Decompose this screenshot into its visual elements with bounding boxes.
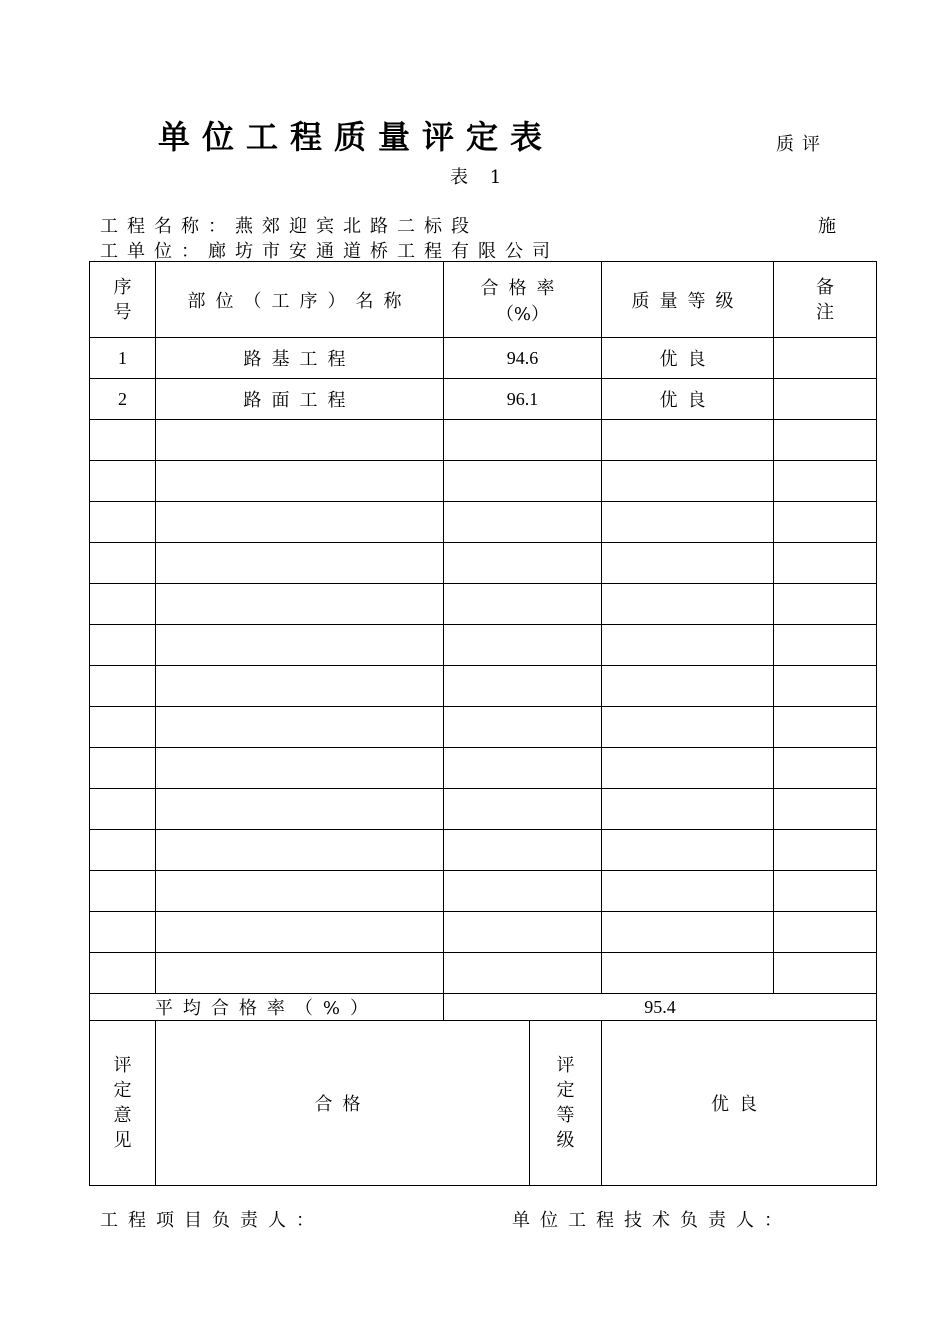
row-remark (774, 666, 877, 707)
row-quality-grade (602, 502, 774, 543)
construction-unit-line: 工单位：廊坊市安通道桥工程有限公司 (100, 241, 559, 262)
table-row (90, 748, 877, 789)
row-part-name (156, 789, 444, 830)
table-row (90, 543, 877, 584)
header-rate-label: 合格率 (480, 277, 565, 299)
table-row (90, 625, 877, 666)
row-remark (774, 461, 877, 502)
row-remark (774, 830, 877, 871)
row-part-name (156, 871, 444, 912)
row-pass-rate (444, 461, 602, 502)
row-seq (90, 461, 156, 502)
row-pass-rate: 94.6 (444, 338, 602, 379)
row-remark (774, 379, 877, 420)
row-quality-grade (602, 871, 774, 912)
header-part: 部位（工序）名称 (156, 262, 444, 338)
table-row (90, 953, 877, 994)
row-remark (774, 543, 877, 584)
row-remark (774, 584, 877, 625)
project-name-continuation: 施 (818, 216, 836, 237)
row-quality-grade (602, 420, 774, 461)
row-seq (90, 830, 156, 871)
table-row (90, 584, 877, 625)
row-quality-grade (602, 707, 774, 748)
row-remark (774, 625, 877, 666)
row-seq (90, 707, 156, 748)
row-pass-rate (444, 543, 602, 584)
row-seq (90, 625, 156, 666)
table-row (90, 666, 877, 707)
row-quality-grade (602, 625, 774, 666)
row-quality-grade: 优良 (602, 379, 774, 420)
row-seq (90, 543, 156, 584)
row-quality-grade (602, 584, 774, 625)
average-row (90, 994, 877, 1021)
table-row (90, 871, 877, 912)
row-pass-rate (444, 748, 602, 789)
form-code-part1: 质评 (776, 134, 828, 155)
table-row (90, 707, 877, 748)
row-pass-rate (444, 789, 602, 830)
row-quality-grade (602, 748, 774, 789)
row-pass-rate (444, 502, 602, 543)
row-part-name: 路基工程 (156, 338, 444, 379)
row-quality-grade (602, 461, 774, 502)
table-row (90, 461, 877, 502)
quality-table (89, 261, 877, 1186)
row-quality-grade (602, 789, 774, 830)
row-pass-rate (444, 953, 602, 994)
technical-manager-signature-label: 单位工程技术负责人： (512, 1210, 792, 1231)
row-quality-grade (602, 830, 774, 871)
row-quality-grade (602, 666, 774, 707)
table-row (90, 830, 877, 871)
row-seq (90, 871, 156, 912)
grade-value: 优良 (602, 1021, 877, 1186)
row-pass-rate (444, 830, 602, 871)
row-pass-rate (444, 912, 602, 953)
row-remark (774, 502, 877, 543)
row-pass-rate (444, 420, 602, 461)
row-part-name (156, 953, 444, 994)
header-rate (444, 262, 602, 338)
row-seq (90, 420, 156, 461)
table-row (90, 420, 877, 461)
row-part-name (156, 543, 444, 584)
row-remark (774, 953, 877, 994)
row-seq (90, 789, 156, 830)
table-row (90, 379, 877, 420)
header-seq: 序号 (90, 262, 156, 338)
row-remark (774, 912, 877, 953)
header-remark: 备注 (774, 262, 877, 338)
table-row (90, 502, 877, 543)
row-remark (774, 338, 877, 379)
table-row (90, 338, 877, 379)
row-remark (774, 789, 877, 830)
row-seq: 2 (90, 379, 156, 420)
row-pass-rate (444, 584, 602, 625)
form-code-part2: 表 1 (450, 167, 510, 188)
row-seq (90, 748, 156, 789)
row-seq (90, 666, 156, 707)
row-remark (774, 748, 877, 789)
row-quality-grade (602, 912, 774, 953)
row-pass-rate (444, 625, 602, 666)
opinion-value: 合格 (156, 1021, 530, 1186)
project-manager-signature-label: 工程项目负责人： (100, 1210, 324, 1231)
row-part-name (156, 584, 444, 625)
row-part-name (156, 502, 444, 543)
row-quality-grade: 优良 (602, 338, 774, 379)
table-row (90, 912, 877, 953)
row-seq: 1 (90, 338, 156, 379)
row-part-name (156, 912, 444, 953)
header-rate-unit: （%） (495, 303, 550, 325)
row-pass-rate: 96.1 (444, 379, 602, 420)
table-row (90, 789, 877, 830)
row-remark (774, 871, 877, 912)
row-part-name (156, 830, 444, 871)
document-title: 单位工程质量评定表 (158, 118, 555, 156)
row-pass-rate (444, 666, 602, 707)
opinion-label: 评定意见 (90, 1021, 156, 1186)
row-seq (90, 502, 156, 543)
project-name-line: 工程名称：燕郊迎宾北路二标段 (100, 216, 478, 237)
row-remark (774, 707, 877, 748)
row-part-name (156, 625, 444, 666)
average-label: 平均合格率（%） (90, 994, 444, 1021)
row-seq (90, 912, 156, 953)
row-part-name (156, 420, 444, 461)
evaluation-row (90, 1021, 877, 1186)
header-grade: 质量等级 (602, 262, 774, 338)
row-seq (90, 953, 156, 994)
header-row (90, 262, 877, 338)
row-part-name (156, 461, 444, 502)
row-quality-grade (602, 953, 774, 994)
row-part-name (156, 707, 444, 748)
row-remark (774, 420, 877, 461)
grade-label: 评定等级 (530, 1021, 602, 1186)
row-quality-grade (602, 543, 774, 584)
row-part-name (156, 666, 444, 707)
row-pass-rate (444, 871, 602, 912)
row-seq (90, 584, 156, 625)
row-pass-rate (444, 707, 602, 748)
row-part-name (156, 748, 444, 789)
row-part-name: 路面工程 (156, 379, 444, 420)
average-value: 95.4 (444, 994, 877, 1021)
